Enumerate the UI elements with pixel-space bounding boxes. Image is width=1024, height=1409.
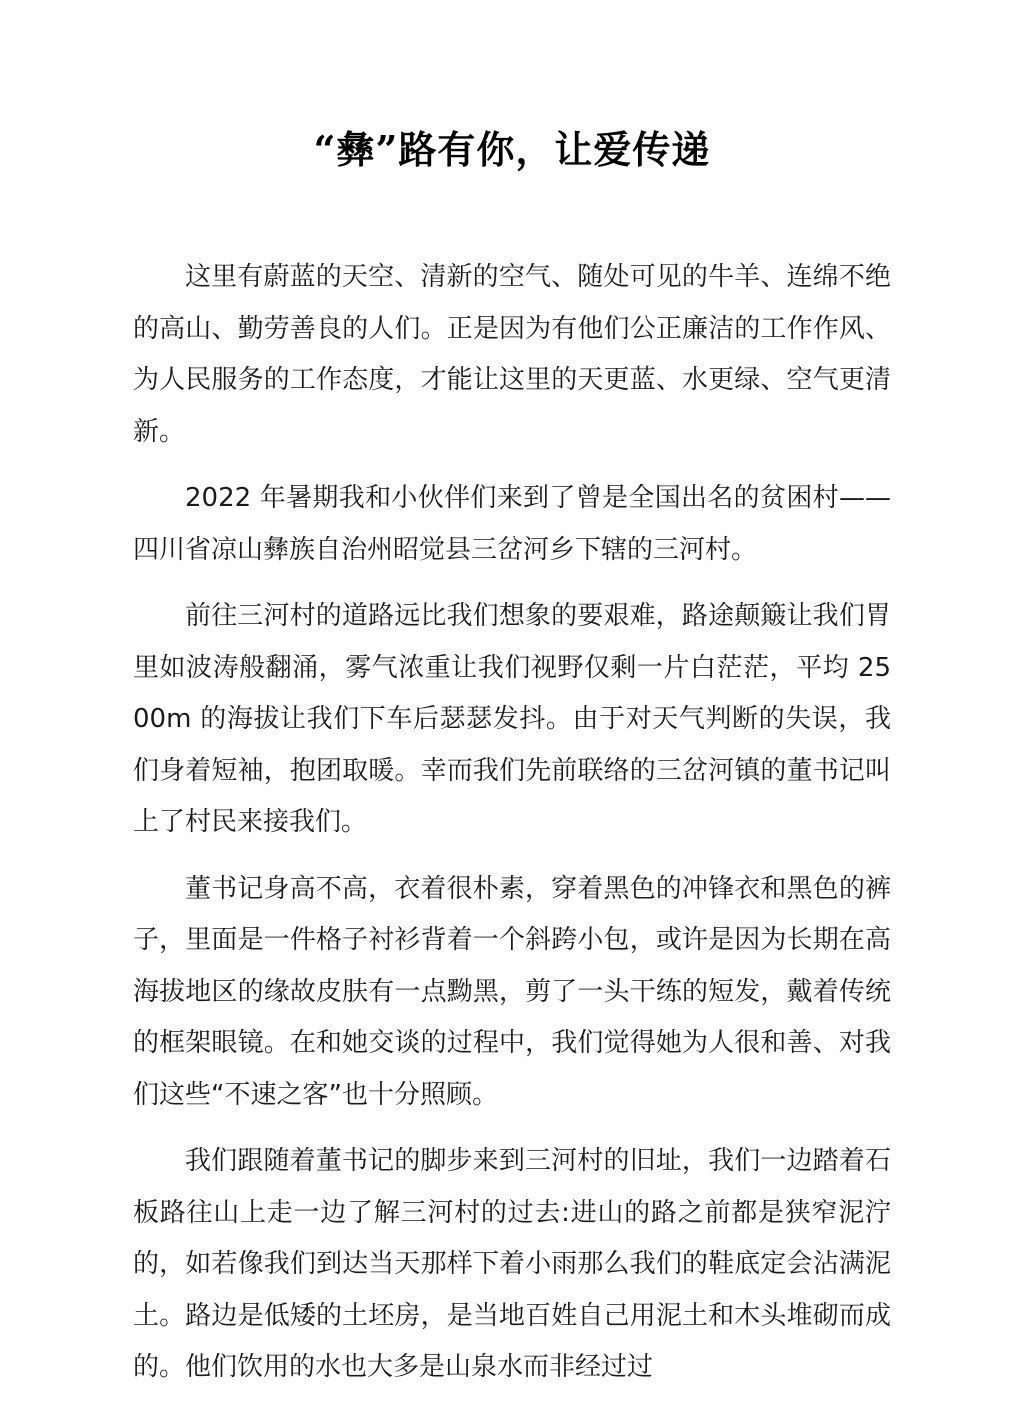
- paragraph-5: 我们跟随着董书记的脚步来到三河村的旧址，我们一边踏着石板路往山上走一边了解三河村的过去:进山的路之前都是狭窄泥泞的，如若像我们到达当天那样下着小雨那么我们的鞋底定会沾满泥土。路边是低矮的土坯房，是当地百姓自己用泥土和木头堆砌而成的。他们饮用的水也大多是山泉水而非经过过: [133, 1146, 891, 1382]
- paragraph-3: 前往三河村的道路远比我们想象的要艰难，路途颠簸让我们胃里如波涛般翻涌，雾气浓重让我们视野仅剩一片白茫茫，平均 2500m 的海拔让我们下车后瑟瑟发抖。由于对天气判断的失误，我们身着短袖，抱团取暖。幸而我们先前联络的三岔河镇的董书记叫上了村民来接我们。: [133, 601, 891, 837]
- paragraph-1: 这里有蔚蓝的天空、清新的空气、随处可见的牛羊、连绵不绝的高山、勤劳善良的人们。正是因为有他们公正廉洁的工作作风、为人民服务的工作态度，才能让这里的天更蓝、水更绿、空气更清新。: [133, 262, 891, 447]
- page-title: “彝”路有你，让爱传递: [313, 127, 711, 172]
- paragraph-2: 2022 年暑期我和小伙伴们来到了曾是全国出名的贫困村——四川省凉山彝族自治州昭觉县三岔河乡下辖的三河村。: [133, 483, 891, 565]
- document-body: [133, 252, 891, 1409]
- paragraph-4: 董书记身高不高，衣着很朴素，穿着黑色的冲锋衣和黑色的裤子，里面是一件格子衬衫背着一个斜跨小包，或许是因为长期在高海拔地区的缘故皮肤有一点黝黑，剪了一头干练的短发，戴着传统的框架眼镜。在和她交谈的过程中，我们觉得她为人很和善、对我们这些“不速之客”也十分照顾。: [133, 873, 891, 1110]
